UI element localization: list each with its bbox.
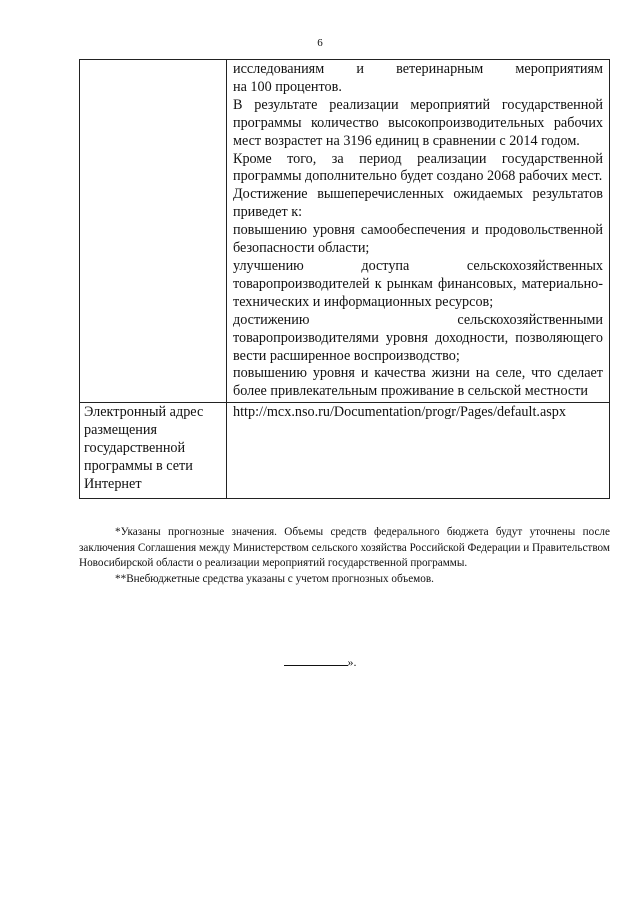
table-row <box>80 403 610 499</box>
results-paragraph: достижению сельскохозяйственными товаропроизводителями уровня доходности, позволяющего вести расширенное воспроизводство; <box>233 311 603 364</box>
results-paragraph: В результате реализации мероприятий государственной программы количество высокопроизводительных рабочих мест возрастет на 3196 единиц в сравнении с 2014 годом. <box>233 96 603 149</box>
footnote: *Указаны прогнозные значения. Объемы средств федерального бюджета будут уточнены после заключения Соглашения между Министерством сельского хозяйства Российской Федерации и Правительством Новосибирской области о реализации мероприятий государственной программы. <box>79 526 610 570</box>
program-passport-table <box>79 59 610 499</box>
footnote: **Внебюджетные средства указаны с учетом прогнозных объемов. <box>115 572 434 585</box>
results-paragraph-line: исследованиям и ветеринарным мероприятиям <box>233 61 603 77</box>
results-paragraph: улучшению доступа сельскохозяйственных товаропроизводителей к рынкам финансовых, материально-технических и информационных ресурсов; <box>233 257 603 310</box>
results-paragraph: повышению уровня самообеспечения и продовольственной безопасности области; <box>233 222 603 257</box>
program-url: http://mcx.nso.ru/Documentation/progr/Pages/default.aspx <box>233 404 566 421</box>
results-paragraph-tail: на 100 процентов. <box>233 78 342 95</box>
program-url-cell <box>227 403 610 499</box>
table-row <box>80 60 610 403</box>
page-number: 6 <box>317 37 323 49</box>
results-paragraph: Достижение вышеперечисленных ожидаемых результатов приведет к: <box>233 186 603 221</box>
row-label-cell-empty <box>80 60 227 403</box>
blank-line <box>284 654 348 666</box>
row-label-cell: Электронный адрес размещения государственной программы в сети Интернет <box>80 403 227 499</box>
closing-line <box>0 654 640 670</box>
closing-quote: ». <box>347 655 357 669</box>
footnotes <box>79 525 610 587</box>
expected-results-cell <box>227 60 610 403</box>
results-paragraph: повышению уровня и качества жизни на селе, что сделает более привлекательным проживание в сельской местности <box>233 365 603 400</box>
results-paragraph: Кроме того, за период реализации государственной программы дополнительно будет создано 2068 рабочих мест. <box>233 150 603 185</box>
